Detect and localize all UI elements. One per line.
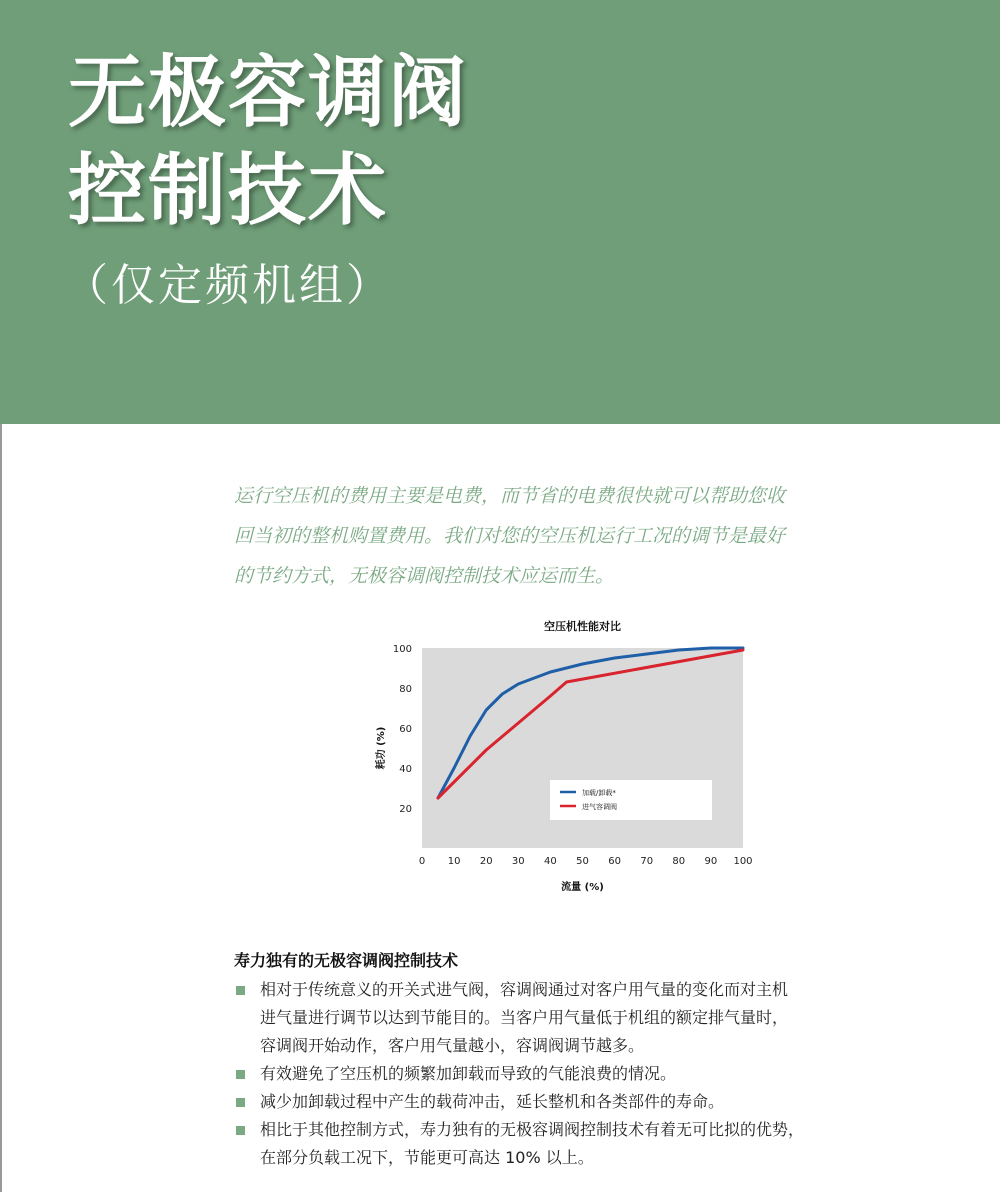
chart-canvas: [360, 612, 760, 902]
feature-list-item: [234, 1116, 914, 1172]
header-banner: [0, 0, 1000, 424]
feature-list: [234, 976, 914, 1172]
x-tick-label: 50: [576, 856, 589, 867]
bullet-square-icon: [236, 1070, 245, 1079]
x-tick-label: 10: [447, 856, 461, 867]
intro-paragraph: [234, 476, 894, 596]
bullet-square-icon: [236, 1098, 245, 1107]
legend-box: [550, 780, 712, 820]
feature-text-line: 在部分负载工况下，节能更可高达 10% 以上。: [260, 1148, 594, 1167]
legend-label-1: 加载/卸载*: [582, 789, 616, 797]
feature-text-line: 有效避免了空压机的频繁加卸载而导致的气能浪费的情况。: [260, 1064, 677, 1083]
x-tick-label: 20: [479, 856, 493, 867]
performance-chart: [360, 612, 760, 902]
page-title-line-1: 无极容调阀: [68, 48, 469, 138]
features-section: [234, 948, 914, 1172]
section-heading: 寿力独有的无极容调阀控制技术: [234, 951, 459, 970]
feature-text-line: 相比于其他控制方式，寿力独有的无极容调阀控制技术有着无可比拟的优势，: [260, 1120, 805, 1139]
y-tick-label: 40: [399, 764, 412, 775]
x-tick-label: 100: [733, 856, 753, 867]
x-tick-label: 70: [640, 856, 654, 867]
bullet-square-icon: [236, 1126, 245, 1135]
y-tick-label: 20: [399, 804, 412, 815]
page-subtitle: （仅定频机组）: [64, 260, 393, 311]
x-tick-label: 30: [511, 856, 525, 867]
feature-text-line: 进气量进行调节以达到节能目的。当客户用气量低于机组的额定排气量时，: [260, 1008, 789, 1027]
x-tick-label: 80: [672, 856, 686, 867]
feature-text-line: 容调阀开始动作，客户用气量越小，容调阀调节越多。: [260, 1036, 645, 1055]
y-tick-label: 80: [399, 684, 412, 695]
intro-line: 运行空压机的费用主要是电费，而节省的电费很快就可以帮助您收: [234, 485, 786, 507]
feature-text-line: 减少加卸载过程中产生的载荷冲击，延长整机和各类部件的寿命。: [260, 1092, 725, 1111]
y-tick-label: 100: [392, 644, 412, 655]
page-title-line-2: 控制技术: [68, 146, 389, 236]
feature-list-item: [234, 1060, 914, 1088]
feature-list-item: [234, 976, 914, 1060]
x-tick-label: 40: [544, 856, 557, 867]
legend-label-2: 进气容调阀: [582, 803, 617, 811]
x-tick-label: 90: [704, 856, 718, 867]
feature-list-item: [234, 1088, 914, 1116]
x-axis-label: 流量 (%): [561, 882, 604, 893]
bullet-square-icon: [236, 986, 245, 995]
chart-title: 空压机性能对比: [544, 620, 621, 633]
y-tick-label: 60: [399, 724, 412, 735]
y-axis-label: 耗功 (%): [376, 726, 387, 770]
x-tick-label: 60: [608, 856, 621, 867]
intro-line: 回当初的整机购置费用。我们对您的空压机运行工况的调节是最好: [234, 525, 786, 547]
x-tick-label: 0: [418, 856, 426, 867]
intro-line: 的节约方式，无极容调阀控制技术应运而生。: [234, 565, 615, 587]
feature-text-line: 相对于传统意义的开关式进气阀，容调阀通过对客户用气量的变化而对主机: [260, 980, 789, 999]
